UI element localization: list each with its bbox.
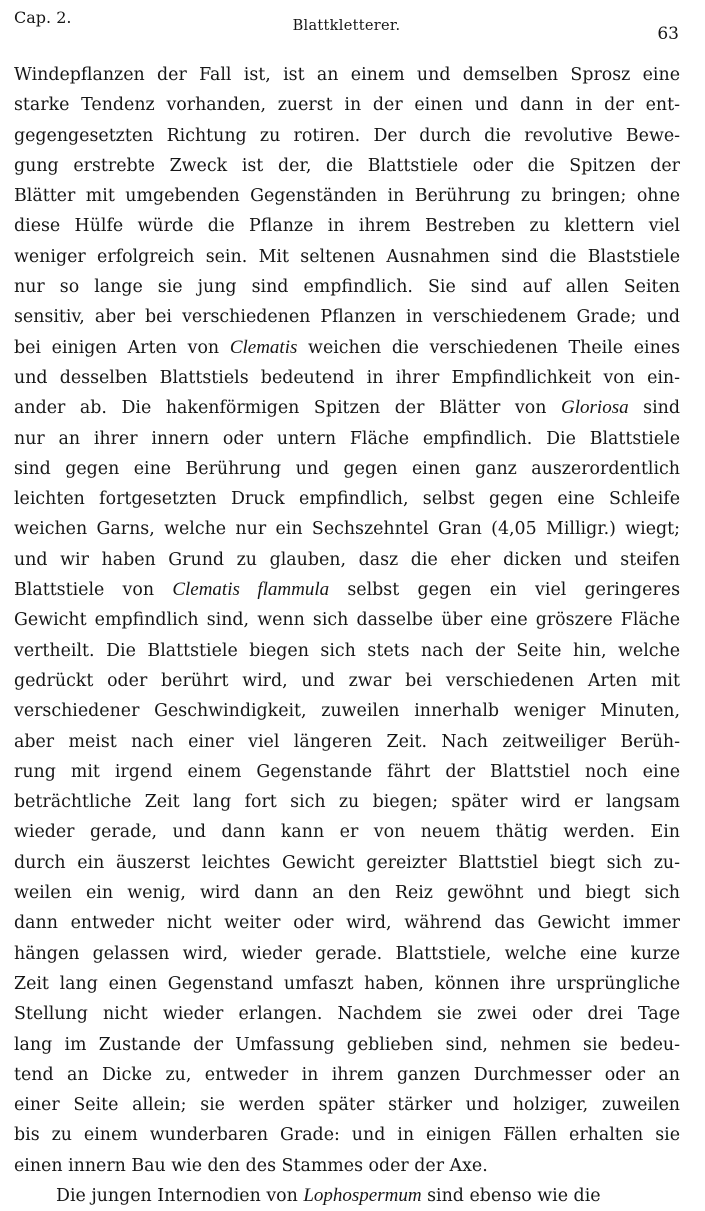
text-run: vertheilt. Die Blattstiele biegen sich stets nach der Seite hin, welche: [14, 640, 680, 661]
text-line: [14, 727, 680, 757]
text-line: [14, 1151, 680, 1181]
text-run: diese Hülfe würde die Pflanze in ihrem Bestreben zu klettern viel: [14, 216, 680, 237]
text-run: sind gegen eine Berührung und gegen einen ganz auszerordentlich: [14, 458, 680, 479]
text-run: Windepflanzen der Fall ist, ist an einem und demselben Sprosz eine: [14, 65, 680, 85]
text-line: [14, 211, 680, 241]
text-run: durch ein äuszerst leichtes Gewicht gereizter Blattstiel biegt sich zu-: [14, 852, 680, 873]
text-line: [14, 999, 680, 1029]
text-line: [14, 454, 680, 484]
text-run: Stellung nicht wieder erlangen. Nachdem sie zwei oder drei Tage: [14, 1004, 680, 1025]
text-run: einer Seite allein; sie werden später stärker und holziger, zuweilen: [14, 1095, 680, 1116]
text-line: [14, 757, 680, 787]
text-line: [14, 514, 680, 544]
text-run: tend an Dicke zu, entweder in ihrem ganzen Durchmesser oder an: [14, 1064, 680, 1085]
text-line: [14, 60, 680, 90]
text-line: [14, 181, 680, 211]
text-line: [14, 121, 680, 151]
text-line: [14, 545, 680, 575]
text-line: [14, 302, 680, 332]
text-run: hängen gelassen wird, wieder gerade. Blattstiele, welche eine kurze: [14, 943, 680, 964]
text-line: [14, 1030, 680, 1060]
text-run: gedrückt oder berührt wird, und zwar bei verschiedenen Arten mit: [14, 670, 680, 691]
text-line: [14, 363, 680, 393]
italic-taxon-name: Clematis flammula: [172, 579, 330, 601]
text-line: [14, 1060, 680, 1090]
text-run: bei einigen Arten von: [14, 337, 230, 358]
text-run: verschiedener Geschwindigkeit, zuweilen innerhalb weniger Minuten,: [14, 701, 680, 722]
text-line: [14, 272, 680, 302]
text-line: [14, 636, 680, 666]
text-run: nur so lange sie jung sind empfindlich. Sie sind auf allen Seiten: [14, 277, 680, 298]
text-line: [14, 605, 680, 635]
text-run: selbst gegen ein viel geringeres: [329, 580, 680, 601]
text-line: [14, 242, 680, 272]
text-line: [14, 908, 680, 938]
italic-taxon-name: Clematis: [229, 336, 298, 358]
text-run: einen innern Bau wie den des Stammes oder der Axe.: [14, 1155, 488, 1176]
text-line: [14, 1120, 680, 1150]
text-run: sensitiv, aber bei verschiedenen Pflanzen in verschiedenem Grade; und: [14, 307, 680, 328]
text-line: [14, 787, 680, 817]
text-line: [14, 878, 680, 908]
page-number: 63: [657, 24, 679, 44]
text-run: beträchtliche Zeit lang fort sich zu biegen; später wird er langsam: [14, 792, 680, 813]
text-run: weilen ein wenig, wird dann an den Reiz gewöhnt und biegt sich: [14, 883, 680, 904]
text-line: [14, 696, 680, 726]
text-line: [14, 90, 680, 120]
text-run: und desselben Blattstiels bedeutend in ihrer Empfindlichkeit von ein-: [14, 367, 680, 388]
text-line: [14, 1090, 680, 1120]
text-run: sind ebenso wie die: [421, 1185, 601, 1206]
text-run: lang im Zustande der Umfassung geblieben sind, nehmen sie bedeu-: [14, 1034, 680, 1055]
text-run: Blätter mit umgebenden Gegenständen in Berührung zu bringen; ohne: [14, 186, 680, 207]
section-title: Blattkletterer.: [292, 18, 401, 34]
text-run: Gewicht empfindlich sind, wenn sich dasselbe über eine gröszere Fläche: [14, 610, 680, 631]
text-run: wieder gerade, und dann kann er von neuem thätig werden. Ein: [14, 822, 680, 843]
text-line: [14, 575, 680, 605]
text-line: [14, 969, 680, 999]
text-run: bis zu einem wunderbaren Grade: und in einigen Fällen erhalten sie: [14, 1125, 680, 1146]
text-run: gegengesetzten Richtung zu rotiren. Der durch die revolutive Bewe-: [14, 125, 680, 146]
text-run: weichen Garns, welche nur ein Sechszehntel Gran (4,05 Milligr.) wiegt;: [14, 519, 680, 540]
text-run: nur an ihrer innern oder untern Fläche empfindlich. Die Blattstiele: [14, 428, 680, 449]
text-run: leichten fortgesetzten Druck empfindlich, selbst gegen eine Schleife: [14, 489, 680, 510]
text-run: Zeit lang einen Gegenstand umfaszt haben, können ihre ursprüngliche: [14, 973, 680, 994]
text-run: gung erstrebte Zweck ist der, die Blattstiele oder die Spitzen der: [14, 155, 680, 176]
text-run: ander ab. Die hakenförmigen Spitzen der Blätter von: [14, 398, 562, 419]
text-line: [14, 939, 680, 969]
text-line: [14, 817, 680, 847]
chapter-label: Cap. 2.: [14, 8, 72, 27]
italic-taxon-name: Lophospermum: [303, 1184, 422, 1206]
text-line: [14, 848, 680, 878]
text-line: [14, 484, 680, 514]
text-run: sind: [628, 398, 680, 419]
text-run: rung mit irgend einem Gegenstande fährt der Blattstiel noch eine: [14, 761, 680, 782]
text-line: [14, 666, 680, 696]
text-line: [14, 151, 680, 181]
text-run: Blattstiele von: [14, 580, 173, 601]
text-line: [14, 333, 680, 363]
text-run: weichen die verschiedenen Theile eines: [297, 337, 680, 358]
text-run: dann entweder nicht weiter oder wird, während das Gewicht immer: [14, 913, 680, 934]
running-head: [14, 8, 679, 44]
text-line: [14, 1181, 680, 1211]
text-run: starke Tendenz vorhanden, zuerst in der einen und dann in der ent-: [14, 95, 680, 116]
text-line: [14, 393, 680, 423]
text-run: aber meist nach einer viel längeren Zeit. Nach zeitweiliger Berüh-: [14, 731, 680, 752]
body-text: [14, 60, 680, 1211]
italic-taxon-name: Gloriosa: [561, 397, 629, 419]
text-line: [14, 424, 680, 454]
text-run: Die jungen Internodien von: [56, 1185, 304, 1206]
text-run: und wir haben Grund zu glauben, dasz die eher dicken und steifen: [14, 549, 680, 570]
text-run: weniger erfolgreich sein. Mit seltenen Ausnahmen sind die Blaststiele: [14, 246, 680, 267]
